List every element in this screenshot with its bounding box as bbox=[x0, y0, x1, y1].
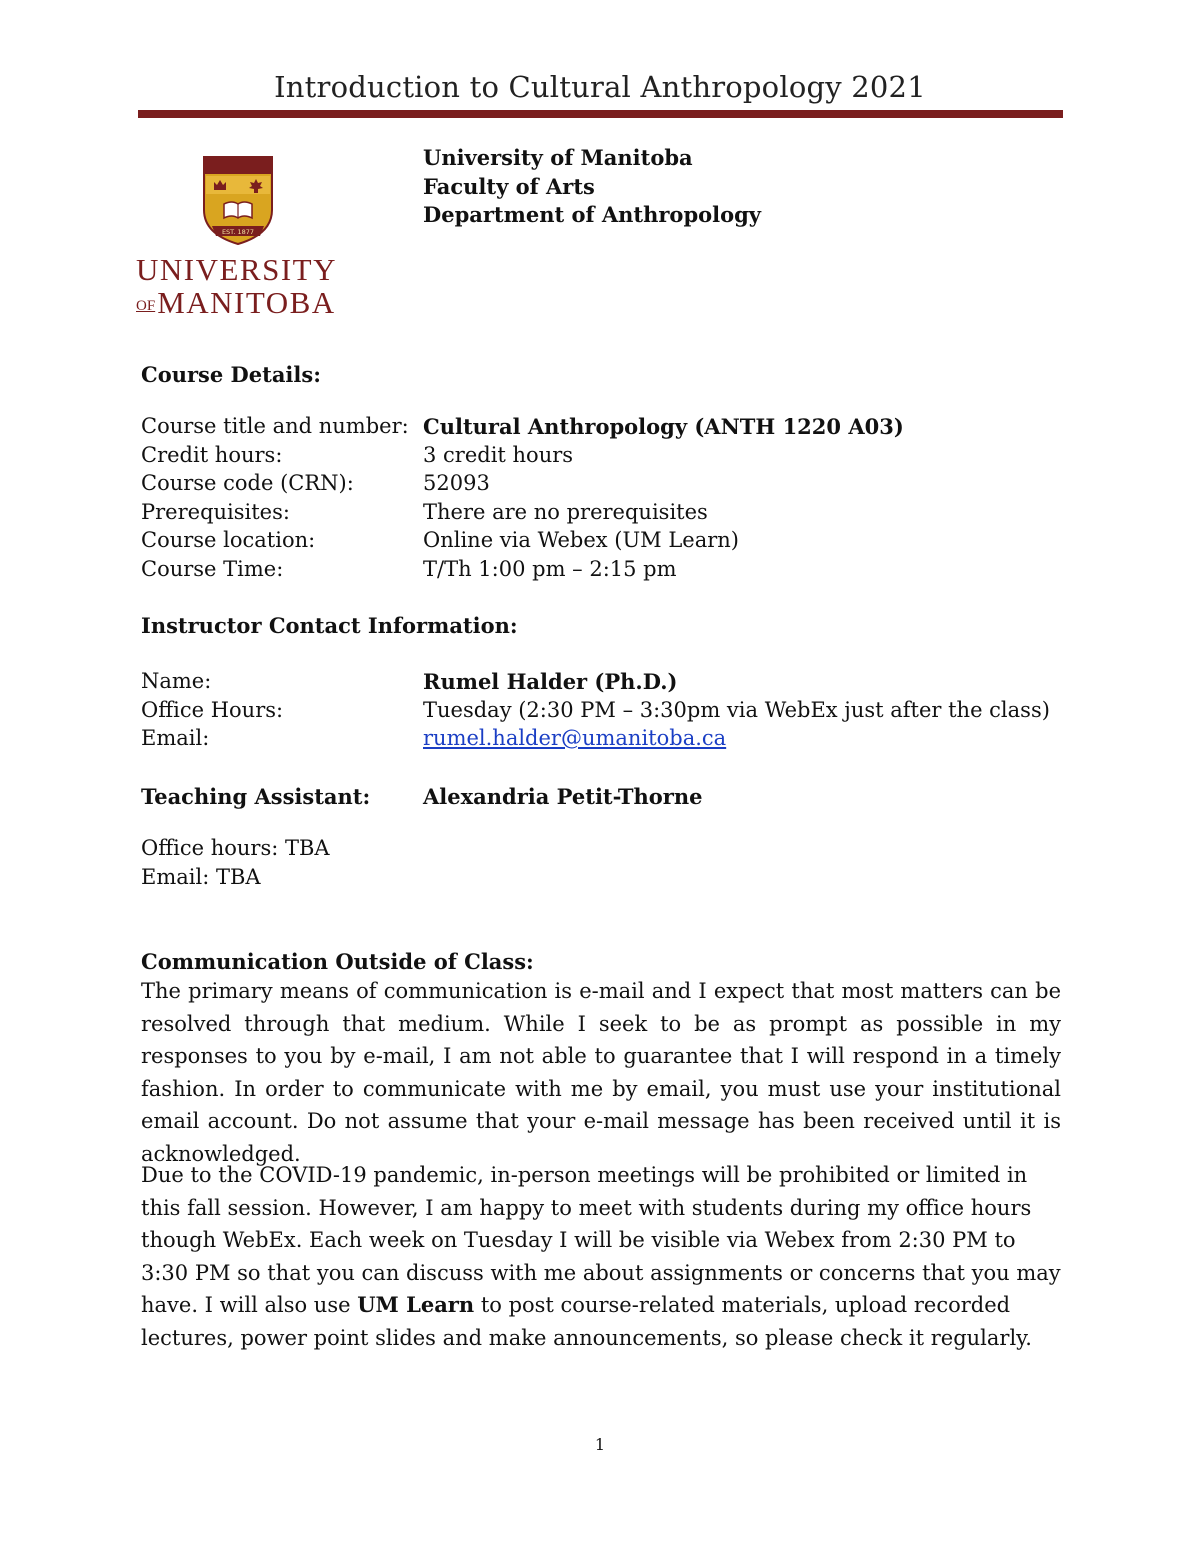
course-time-value: T/Th 1:00 pm – 2:15 pm bbox=[423, 556, 677, 581]
logo-of: OF bbox=[136, 297, 156, 314]
logo-university: UNIVERSITY bbox=[136, 252, 337, 287]
email-label: Email: bbox=[141, 726, 210, 750]
communication-heading: Communication Outside of Class: bbox=[141, 949, 534, 974]
paragraph-2-text-start: Due to the COVID-19 pandemic, in-person meetings will be prohibited or limited in this fall session. However, I am happy to meet with students during my office hours though WebEx. Each week on Tuesday I will be visible via Webex from 2:30 PM to 3:30 PM so that you can discuss with me about assignments or concerns that you may have. I will also use bbox=[141, 1163, 1061, 1318]
logo-manitoba-line bbox=[136, 286, 341, 323]
course-location-value: Online via Webex (UM Learn) bbox=[423, 528, 739, 552]
teaching-assistant-name: Alexandria Petit-Thorne bbox=[423, 784, 703, 809]
course-title-label: Course title and number: bbox=[141, 414, 409, 438]
logo-manitoba: MANITOBA bbox=[157, 285, 336, 320]
page-title: Introduction to Cultural Anthropology 2021 bbox=[274, 70, 926, 104]
paragraph-2-text-end: to post course-related materials, upload recorded lectures, power point slides and make announcements, so please check it regularly. bbox=[141, 1293, 1032, 1350]
credit-hours-value: 3 credit hours bbox=[423, 442, 574, 467]
teaching-assistant-label: Teaching Assistant: bbox=[141, 784, 371, 809]
instructor-name-value: Rumel Halder (Ph.D.) bbox=[423, 669, 678, 694]
faculty-name: Faculty of Arts bbox=[423, 173, 595, 199]
course-location-label: Course location: bbox=[141, 528, 316, 552]
logo-wordmark bbox=[136, 254, 341, 323]
university-logo bbox=[136, 152, 341, 322]
ta-email: Email: TBA bbox=[141, 864, 261, 889]
instructor-email-link[interactable]: rumel.halder@umanitoba.ca bbox=[423, 726, 727, 750]
communication-paragraph-2 bbox=[141, 1159, 1061, 1355]
course-time-label: Course Time: bbox=[141, 556, 284, 581]
course-details-heading: Course Details: bbox=[141, 362, 321, 387]
header-rule bbox=[138, 110, 1063, 118]
office-hours-value: Tuesday (2:30 PM – 3:30pm via WebEx just after the class) bbox=[423, 697, 1050, 722]
office-hours-label: Office Hours: bbox=[141, 697, 284, 722]
department-name: Department of Anthropology bbox=[423, 202, 761, 227]
prerequisites-value: There are no prerequisites bbox=[423, 499, 708, 524]
crest-text: EST. 1877 bbox=[221, 228, 255, 236]
institution-block bbox=[423, 144, 761, 230]
course-code-label: Course code (CRN): bbox=[141, 471, 354, 495]
course-title-value: Cultural Anthropology (ANTH 1220 A03) bbox=[423, 414, 904, 439]
instructor-heading: Instructor Contact Information: bbox=[141, 613, 518, 638]
crest-icon bbox=[136, 152, 341, 252]
ta-office-hours: Office hours: TBA bbox=[141, 836, 330, 860]
university-name: University of Manitoba bbox=[423, 145, 693, 170]
prerequisites-label: Prerequisites: bbox=[141, 499, 290, 524]
instructor-name-label: Name: bbox=[141, 669, 212, 693]
credit-hours-label: Credit hours: bbox=[141, 442, 283, 467]
page-number: 1 bbox=[594, 1435, 606, 1454]
communication-paragraph-1: The primary means of communication is e-mail and I expect that most matters can be resolved through that medium. While I seek to be as prompt as possible in my responses to you by e-mail, I am not able to guarantee that I will respond in a timely fashion. In order to communicate with me by email, you must use your institutional email account. Do not assume that your e-mail message has been received until it is acknowledged. bbox=[141, 979, 1061, 1166]
course-code-value: 52093 bbox=[423, 471, 490, 495]
um-learn-emphasis: UM Learn bbox=[357, 1292, 475, 1318]
